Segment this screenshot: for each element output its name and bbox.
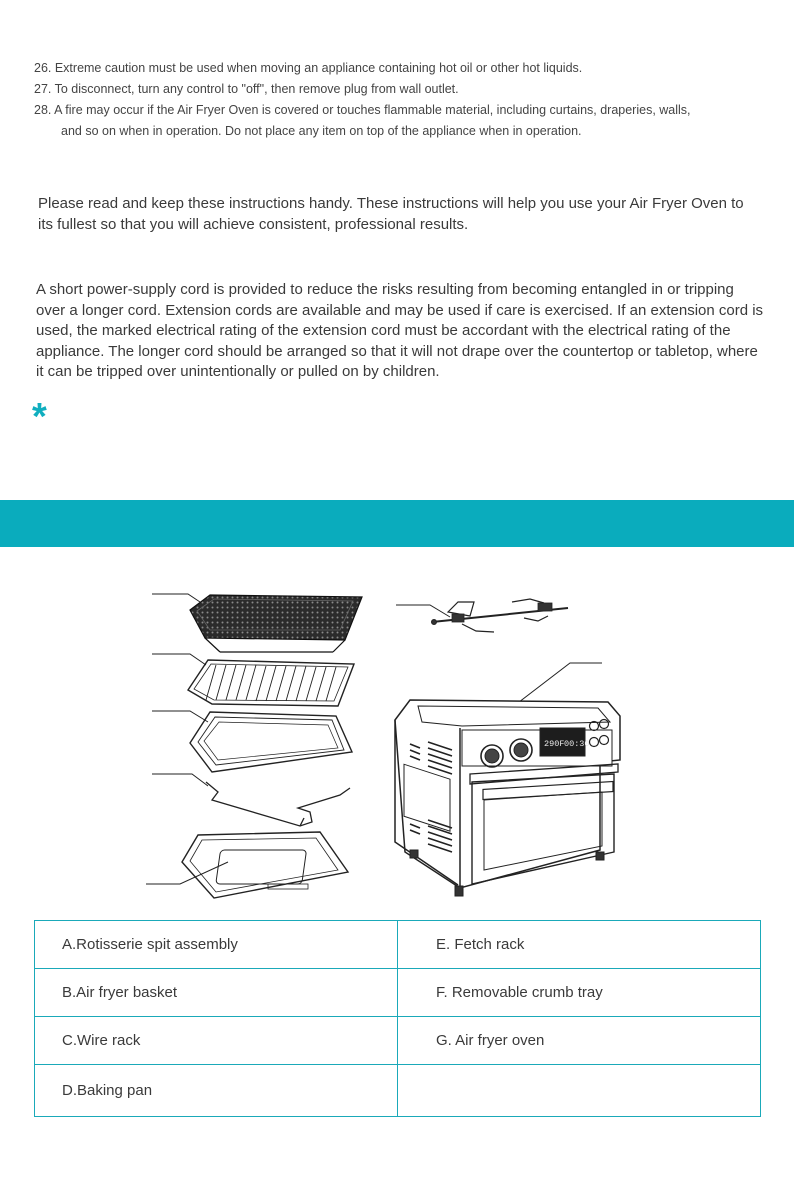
oven-display-time: 00:30 <box>564 739 590 749</box>
oven-display-temp: 290F <box>544 739 565 749</box>
crumb-tray-illustration <box>182 832 348 898</box>
section-header-band <box>0 500 794 547</box>
table-row <box>35 1065 761 1117</box>
parts-diagram <box>0 560 794 910</box>
part-label-empty <box>398 1065 761 1117</box>
part-label-b: B.Air fryer basket <box>35 969 398 1017</box>
baking-pan-illustration <box>190 712 352 772</box>
air-fryer-oven-illustration <box>395 700 620 896</box>
intro-paragraph: Please read and keep these instructions handy. These instructions will help you use your Air Fryer Oven to its fullest so that you will achieve consistent, professional results. <box>38 195 744 233</box>
wire-rack-illustration <box>188 660 354 706</box>
part-label-a: A.Rotisserie spit assembly <box>35 921 398 969</box>
warning-item-27: 27. To disconnect, turn any control to "off", then remove plug from wall outlet. <box>34 82 459 96</box>
part-label-g: G. Air fryer oven <box>398 1017 761 1065</box>
fetch-rack-illustration <box>206 782 350 826</box>
part-label-e: E. Fetch rack <box>398 921 761 969</box>
warning-item-28-continued: and so on when in operation. Do not place any item on top of the appliance when in operation. <box>61 124 582 138</box>
asterisk-icon: * <box>32 396 47 438</box>
warning-item-26: 26. Extreme caution must be used when moving an appliance containing hot oil or other hot liquids. <box>34 61 583 75</box>
part-label-f: F. Removable crumb tray <box>398 969 761 1017</box>
safety-warnings-list <box>34 58 774 142</box>
air-fryer-basket-illustration <box>190 595 362 652</box>
power-cord-paragraph: A short power-supply cord is provided to reduce the risks resulting from becoming entangled in or tripping over a longer cord. Extension cords are available and may be used if care is exercised. If an extension cord is used, the marked electrical rating of the extension cord must be accordant with the electrical rating of the appliance. The longer cord should be arranged so that it will not drape over the countertop or tabletop, where it can be tripped over unintentionally or pulled on by children. <box>36 281 764 380</box>
warning-item-28: 28. A fire may occur if the Air Fryer Oven is covered or touches flammable material, including curtains, draperies, walls, <box>34 103 691 117</box>
parts-table <box>34 920 761 1117</box>
rotisserie-spit-illustration <box>432 599 569 632</box>
table-row <box>35 921 761 969</box>
table-row <box>35 969 761 1017</box>
part-label-d: D.Baking pan <box>35 1065 398 1117</box>
table-row <box>35 1017 761 1065</box>
part-label-c: C.Wire rack <box>35 1017 398 1065</box>
